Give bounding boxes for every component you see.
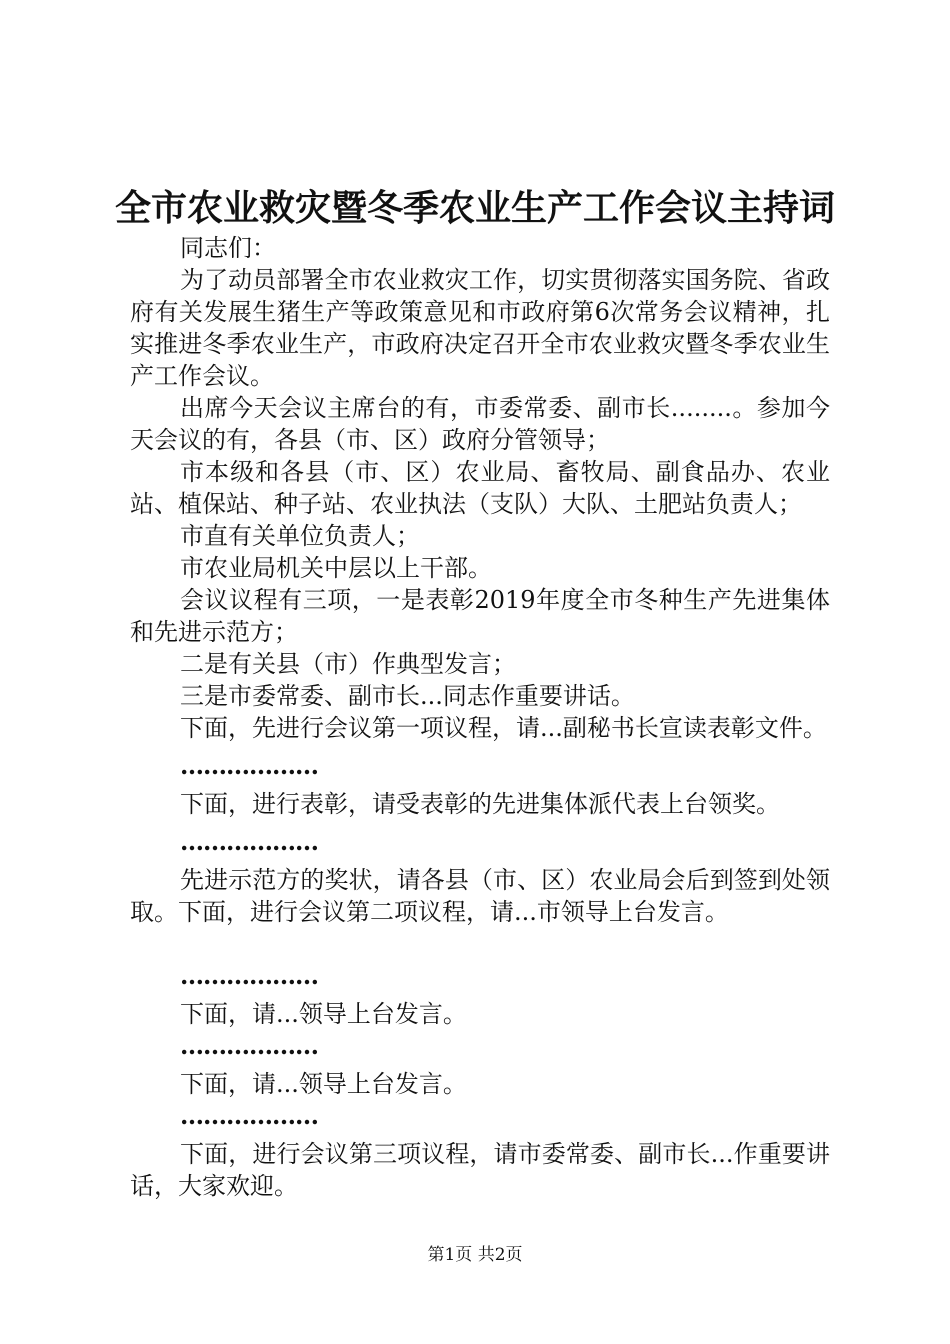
paragraph-second-item: 先进示范方的奖状，请各县（市、区）农业局会后到签到处领取。下面，进行会议第二项议程，请...市领导上台发言。 xyxy=(130,866,830,926)
paragraph-attendees-departments: 市本级和各县（市、区）农业局、畜牧局、副食品办、农业站、植保站、种子站、农业执法（支队）大队、土肥站负责人； xyxy=(130,458,830,518)
paragraph-attendees-cadres: 市农业局机关中层以上干部。 xyxy=(180,554,492,582)
paragraph-first-item: 下面，先进行会议第一项议程，请...副秘书长宣读表彰文件。 xyxy=(180,714,827,742)
greeting: 同志们： xyxy=(180,234,276,262)
ellipsis-separator: ……………… xyxy=(180,1101,318,1130)
document-title: 全市农业救灾暨冬季农业生产工作会议主持词 xyxy=(114,188,835,229)
paragraph-agenda-1: 会议议程有三项，一是表彰2019年度全市冬种生产先进集体和先进示范方； xyxy=(130,586,830,646)
ellipsis-separator: ……………… xyxy=(180,827,318,856)
page-footer: 第1页 共2页 xyxy=(427,1245,523,1265)
paragraph-speech-2: 下面，请...领导上台发言。 xyxy=(180,1070,467,1098)
paragraph-purpose: 为了动员部署全市农业救灾工作，切实贯彻落实国务院、省政府有关发展生猪生产等政策意见和市政府第6次常务会议精神，扎实推进冬季农业生产，市政府决定召开全市农业救灾暨冬季农业生产工作会议。 xyxy=(130,266,830,390)
paragraph-agenda-3: 三是市委常委、副市长...同志作重要讲话。 xyxy=(180,682,635,710)
paragraph-agenda-2: 二是有关县（市）作典型发言； xyxy=(180,650,516,678)
paragraph-award: 下面，进行表彰，请受表彰的先进集体派代表上台领奖。 xyxy=(180,790,780,818)
blank-line xyxy=(130,928,830,960)
ellipsis-separator: ……………… xyxy=(180,961,318,990)
document-body xyxy=(130,232,830,1202)
ellipsis-separator: ……………… xyxy=(180,1031,318,1060)
ellipsis-separator: ……………… xyxy=(180,751,318,780)
paragraph-speech-1: 下面，请...领导上台发言。 xyxy=(180,1000,467,1028)
paragraph-third-item: 下面，进行会议第三项议程，请市委常委、副市长...作重要讲话，大家欢迎。 xyxy=(130,1140,830,1200)
paragraph-attendees: 出席今天会议主席台的有，市委常委、副市长........。参加今天会议的有，各县（市、区）政府分管领导； xyxy=(130,394,830,454)
paragraph-attendees-units: 市直有关单位负责人； xyxy=(180,522,420,550)
